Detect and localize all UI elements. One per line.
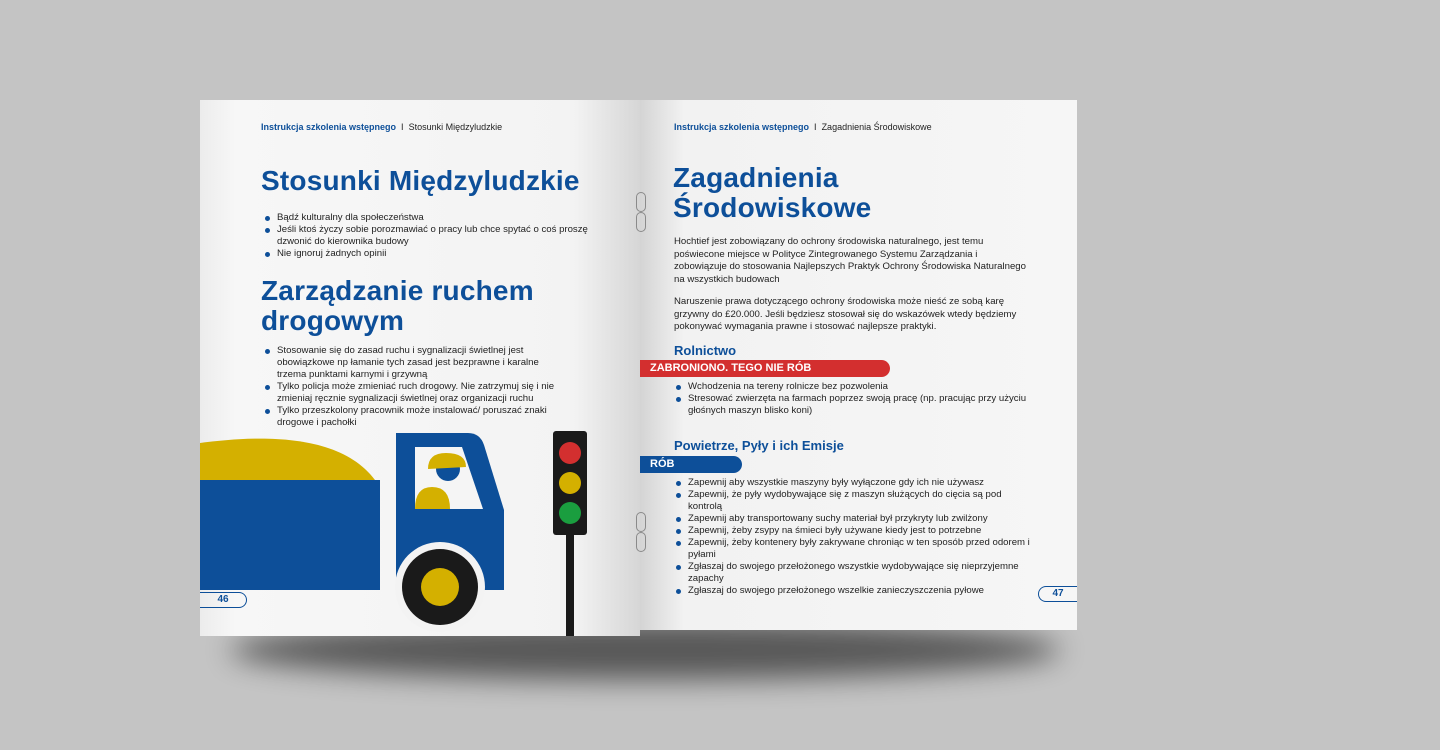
binding-ring — [636, 512, 646, 532]
list-item: Zapewnij aby wszystkie maszyny były wyłączone gdy ich nie używasz — [674, 477, 1036, 489]
heading-zarzadzanie-line2: drogowym — [261, 305, 405, 336]
truck-illustration — [200, 425, 640, 636]
paragraph-intro: Hochtief jest zobowiązany do ochrony środowiska naturalnego, jest temu poświecone miejsce w Polityce Zintegrowanego Systemu Zarządzania i zobowiązuje do stosowania Najlepszych Praktyk Ochrony Środowiska Naturalnego na wszystkich budowach — [674, 236, 1026, 285]
ribbon-do: RÓB — [640, 456, 742, 473]
section-rolnictwo-title: Rolnictwo — [674, 343, 737, 358]
paragraph-fines: Naruszenie prawa dotyczącego ochrony środowiska może nieść ze sobą karę grzywny do £20.000. Jeśli będziesz stosował się do wskazówek wtedy będziemy pokonywać wymagania prawne i stosować najlepsze praktyki. — [674, 296, 1017, 332]
list-item: Zapewnij, żeby kontenery były zakrywane chroniąc w ten sposób przed odorem i pyłami — [674, 537, 1036, 561]
list-item: Zapewnij, że pyły wydobywające się z maszyn służących do cięcia są pod kontrolą — [674, 489, 1036, 513]
right-page — [640, 100, 1077, 630]
traffic-light-red — [559, 442, 581, 464]
binding-ring — [636, 532, 646, 552]
header-section: Instrukcja szkolenia wstępnego — [674, 122, 810, 132]
header-topic: Stosunki Międzyludzkie — [408, 122, 503, 132]
header-topic: Zagadnienia Środowiskowe — [821, 122, 932, 132]
left-page-header — [261, 122, 502, 132]
bullets-zarzadzanie — [263, 345, 563, 429]
section-powietrze-title: Powietrze, Pyły i ich Emisje — [674, 438, 844, 453]
list-item: Wchodzenia na tereny rolnicze bez pozwolenia — [674, 381, 1034, 393]
list-item: Bądź kulturalny dla społeczeństwa — [263, 212, 608, 224]
wheel-hub — [421, 568, 459, 606]
truck-cargo-load — [200, 439, 375, 480]
binding-ring — [636, 212, 646, 232]
list-item: Zapewnij aby transportowany suchy materiał był przykryty lub zwilżony — [674, 513, 1036, 525]
list-item: Tylko przeszkolony pracownik może instalować/ poruszać znaki drogowe i pachołki — [263, 405, 563, 429]
page-number-46: 46 — [200, 592, 247, 608]
heading-zagadnienia-line1: Zagadnienia — [673, 162, 839, 193]
header-separator: I — [401, 122, 404, 132]
list-item: Zgłaszaj do swojego przełożonego wszelkie zanieczyszczenia pyłowe — [674, 585, 1036, 597]
bullets-stosunki — [263, 212, 608, 260]
heading-zarzadzanie-line1: Zarządzanie ruchem — [261, 275, 534, 306]
list-item: Stresować zwierzęta na farmach poprzez swoją pracę (np. pracując przy użyciu głośnych maszyn blisko koni) — [674, 393, 1034, 417]
bullets-powietrze — [674, 477, 1036, 597]
ribbon-forbidden: ZABRONIONO. TEGO NIE RÓB — [640, 360, 890, 377]
list-item: Zgłaszaj do swojego przełożonego wszystkie wydobywające się nieprzyjemne zapachy — [674, 561, 1036, 585]
list-item: Tylko policja może zmieniać ruch drogowy. Nie zatrzymuj się i nie zmieniaj ręcznie sygnalizacji świetlnej oraz organizacji ruchu — [263, 381, 563, 405]
heading-zagadnienia-line2: Środowiskowe — [673, 192, 872, 223]
traffic-light-yellow — [559, 472, 581, 494]
binding-ring — [636, 192, 646, 212]
header-separator: I — [814, 122, 817, 132]
list-item: Nie ignoruj żadnych opinii — [263, 248, 608, 260]
heading-stosunki: Stosunki Międzyludzkie — [261, 165, 580, 196]
header-section: Instrukcja szkolenia wstępnego — [261, 122, 397, 132]
left-page — [200, 100, 640, 636]
traffic-light-green — [559, 502, 581, 524]
right-page-header — [674, 122, 932, 132]
truck-body — [200, 480, 380, 590]
list-item: Zapewnij, żeby zsypy na śmieci były używane kiedy jest to potrzebne — [674, 525, 1036, 537]
traffic-light-pole — [566, 525, 574, 636]
list-item: Jeśli ktoś życzy sobie porozmawiać o pracy lub chce spytać o coś proszę dzwonić do kierownika budowy — [263, 224, 608, 248]
bullets-rolnictwo — [674, 381, 1034, 417]
list-item: Stosowanie się do zasad ruchu i sygnalizacji świetlnej jest obowiązkowe np łamanie tych zasad jest bezprawne i karalne trzema punktami karnymi i grzywną — [263, 345, 563, 381]
page-number-47: 47 — [1038, 586, 1077, 602]
